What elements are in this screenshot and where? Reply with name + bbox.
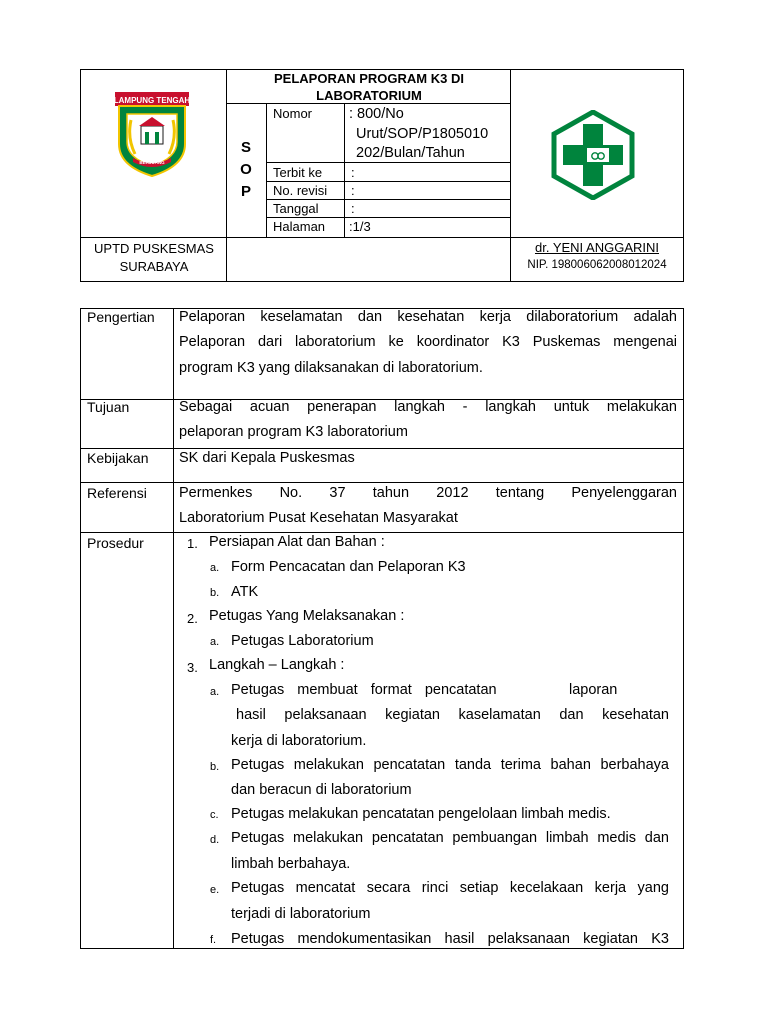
field-label-terbit: Terbit ke bbox=[273, 165, 323, 180]
label-referensi: Referensi bbox=[87, 485, 147, 501]
label-tujuan: Tujuan bbox=[87, 399, 130, 415]
field-value-terbit: : bbox=[351, 165, 355, 180]
label-kebijakan: Kebijakan bbox=[87, 450, 149, 466]
list-item: Petugas Laboratorium bbox=[231, 633, 374, 649]
step-b-line-1: Petugas melakukan pencatatan tanda terima bahan berbahaya bbox=[231, 757, 669, 773]
org-line-2: SURABAYA bbox=[119, 259, 189, 274]
nomor-line-2: Urut/SOP/P1805010 bbox=[356, 126, 489, 142]
list-item: Persiapan Alat dan Bahan : bbox=[209, 534, 385, 550]
signer-name: dr. YENI ANGGARINI bbox=[534, 240, 660, 255]
nomor-line-3: 202/Bulan/Tahun bbox=[356, 145, 465, 161]
pengertian-line-2: Pelaporan dari laboratorium ke koordinator K3 Puskemas mengenai bbox=[179, 334, 677, 350]
list-letter: a. bbox=[210, 562, 220, 574]
field-value-tanggal: : bbox=[351, 201, 355, 216]
list-number: 3. bbox=[187, 660, 198, 675]
logo-ribbon-text: BERJUANG bbox=[139, 160, 165, 165]
list-letter: b. bbox=[210, 587, 220, 599]
step-a-line-3: kerja di laboratorium. bbox=[231, 733, 367, 749]
puskesmas-logo bbox=[550, 110, 636, 200]
nomor-colon bbox=[349, 105, 488, 125]
field-label-tanggal: Tanggal bbox=[273, 201, 319, 216]
step-c-line-1: Petugas melakukan pencatatan pengelolaan limbah medis. bbox=[231, 806, 611, 822]
step-e-line-2: terjadi di laboratorium bbox=[231, 906, 371, 922]
lampung-tengah-logo bbox=[113, 92, 191, 178]
list-item: Petugas Yang Melaksanakan : bbox=[209, 608, 405, 624]
step-a-line-1a: Petugas membuat format pencatatan bbox=[231, 682, 497, 698]
pengertian-line-1: Pelaporan keselamatan dan kesehatan kerja dilaboratorium adalah bbox=[179, 309, 677, 325]
label-pengertian: Pengertian bbox=[87, 309, 155, 325]
sop-letter-s: S bbox=[240, 139, 251, 156]
step-a-line-1b: laporan bbox=[569, 682, 618, 698]
tujuan-line-2: pelaporan program K3 laboratorium bbox=[179, 424, 408, 440]
step-d-line-1: Petugas melakukan pencatatan pembuangan limbah medis dan bbox=[231, 830, 669, 846]
step-d-line-2: limbah berbahaya. bbox=[231, 856, 351, 872]
step-letter-e: e. bbox=[210, 884, 220, 896]
field-label-halaman: Halaman bbox=[273, 219, 326, 234]
field-value-revisi: : bbox=[351, 183, 355, 198]
step-a-line-2: hasil pelaksanaan kegiatan kaselamatan dan kesehatan bbox=[236, 707, 669, 723]
list-number: 2. bbox=[187, 611, 198, 626]
sop-letter-p: P bbox=[240, 183, 251, 200]
step-f-line-1: Petugas mendokumentasikan hasil pelaksanaan kegiatan K3 bbox=[231, 931, 669, 947]
pengertian-line-3: program K3 yang dilaksanakan di laboratorium. bbox=[179, 360, 483, 376]
list-item: ATK bbox=[231, 584, 259, 600]
field-value-nomor bbox=[349, 105, 488, 163]
sop-letter-o: O bbox=[240, 161, 252, 178]
referensi-line-1: Permenkes No. 37 tahun 2012 tentang Penyelenggaran bbox=[179, 485, 677, 501]
kebijakan-line-1: SK dari Kepala Puskesmas bbox=[179, 450, 355, 466]
signer-nip: NIP. 198006062008012024 bbox=[527, 259, 667, 271]
nomor-line-1: : 800/No bbox=[349, 106, 404, 122]
step-letter-b: b. bbox=[210, 761, 220, 773]
referensi-line-2: Laboratorium Pusat Kesehatan Masyarakat bbox=[179, 510, 458, 526]
sop-title: PELAPORAN PROGRAM K3 DI LABORATORIUM bbox=[274, 71, 464, 103]
field-label-revisi: No. revisi bbox=[273, 183, 328, 198]
list-letter: a. bbox=[210, 636, 220, 648]
step-letter-a: a. bbox=[210, 686, 220, 698]
label-prosedur: Prosedur bbox=[87, 535, 144, 551]
list-item: Langkah – Langkah : bbox=[209, 657, 345, 673]
step-letter-c: c. bbox=[210, 809, 219, 821]
step-e-line-1: Petugas mencatat secara rinci setiap kecelakaan kerja yang bbox=[231, 880, 669, 896]
logo-banner-text: LAMPUNG TENGAH bbox=[113, 96, 191, 105]
list-number: 1. bbox=[187, 536, 198, 551]
step-b-line-2: dan beracun di laboratorium bbox=[231, 782, 412, 798]
tujuan-line-1: Sebagai acuan penerapan langkah - langkah untuk melakukan bbox=[179, 399, 677, 415]
step-letter-d: d. bbox=[210, 834, 220, 846]
field-value-halaman: :1/3 bbox=[349, 219, 371, 234]
org-line-1: UPTD PUSKESMAS bbox=[94, 241, 214, 256]
list-item: Form Pencacatan dan Pelaporan K3 bbox=[231, 559, 466, 575]
field-label-nomor: Nomor bbox=[273, 106, 313, 121]
step-letter-f: f. bbox=[210, 934, 217, 946]
org-name bbox=[82, 240, 226, 276]
